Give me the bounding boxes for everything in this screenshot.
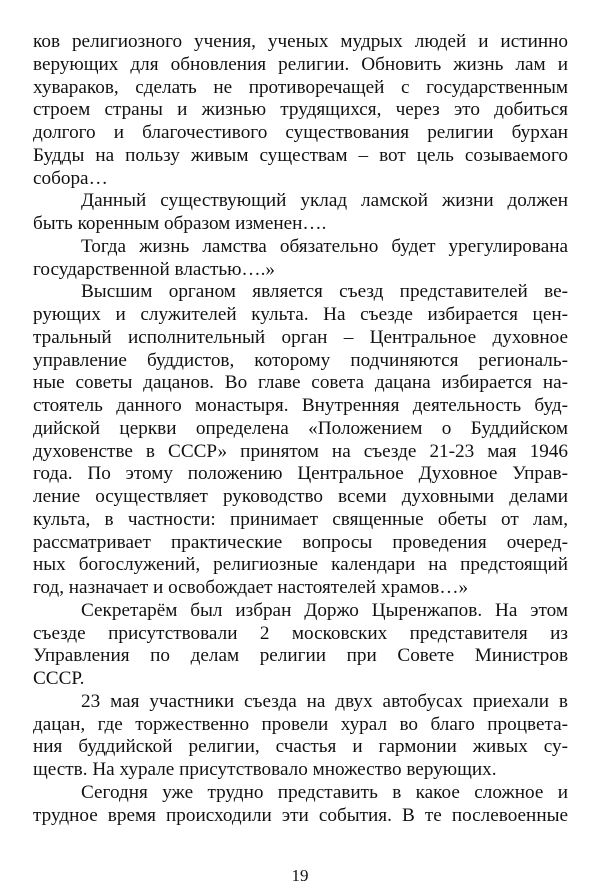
text-line: духовенстве в СССР» принятом на съезде 21-23 мая 1946 xyxy=(33,440,568,462)
text-line: Тогда жизнь ламства обязательно будет урегулирована xyxy=(81,235,568,257)
text-line: год, назначает и освобождает настоятелей храмов…» xyxy=(33,577,469,598)
paragraph-4 xyxy=(33,281,568,600)
text-line: ния буддийской религии, счастья и гармонии живых су- xyxy=(33,736,568,758)
paragraph-2 xyxy=(33,190,568,236)
text-line: Будды на пользу живым существам – вот цель созываемого xyxy=(33,144,568,166)
text-line: съезде присутствовали 2 московских представителя из xyxy=(33,622,568,644)
text-line: собора… xyxy=(33,167,108,189)
text-line: строем страны и жизнью трудящихся, через это добиться xyxy=(33,99,568,121)
text-line: тральный исполнительный орган – Центральное духовное xyxy=(33,326,568,348)
text-line: ков религиозного учения, ученых мудрых людей и истинно xyxy=(33,31,568,52)
text-line: СССР. xyxy=(33,668,85,689)
text-line: Управления по делам религии при Совете Министров xyxy=(33,645,568,667)
text-line: Сегодня уже трудно представить в какое сложное и xyxy=(81,781,568,803)
text-line: быть коренным образом изменен…. xyxy=(33,213,327,234)
text-line: года. По этому положению Центральное Духовное Управ- xyxy=(33,463,568,485)
paragraph-7 xyxy=(33,782,568,828)
text-line: ные советы дацанов. Во главе совета дацана избирается на- xyxy=(33,372,568,394)
text-line: ных богослужений, религиозные календари на предстоящий xyxy=(33,554,568,576)
text-line: долгого и благочестивого существования религии бурхан xyxy=(33,122,568,143)
text-line: Высшим органом является съезд представителей ве- xyxy=(81,281,568,303)
paragraph-3 xyxy=(33,236,568,282)
text-line: ществ. На хурале присутствовало множество верующих. xyxy=(33,759,497,780)
text-line: верующих для обновления религии. Обновить жизнь лам и xyxy=(33,53,568,75)
text-line: государственной властью….» xyxy=(33,258,276,280)
text-line: дацан, где торжественно провели хурал во благо процвета- xyxy=(33,713,568,735)
text-line: культа, в частности: принимает священные обеты от лам, xyxy=(33,508,568,530)
text-line: 23 мая участники съезда на двух автобусах приехали в xyxy=(81,690,568,712)
text-line: рующих и служителей культа. На съезде избирается цен- xyxy=(33,304,568,325)
paragraph-6 xyxy=(33,691,568,782)
page-number: 19 xyxy=(291,866,309,885)
text-line: стоятель данного монастыря. Внутренняя деятельность буд- xyxy=(33,395,568,416)
text-line: Данный существующий уклад ламской жизни должен xyxy=(81,190,568,212)
paragraph-1 xyxy=(33,31,568,190)
text-line: ление осуществляет руководство всеми духовными делами xyxy=(33,486,568,507)
text-line: трудное время происходили эти события. В те послевоенные xyxy=(33,804,568,826)
body-text xyxy=(33,31,568,827)
text-line: рассматривает практические вопросы проведения очеред- xyxy=(33,531,568,553)
text-line: хувараков, сделать не противоречащей с государственным xyxy=(33,76,568,98)
text-line: управление буддистов, которому подчиняются региональ- xyxy=(33,349,568,371)
text-line: Секретарём был избран Доржо Цыренжапов. На этом xyxy=(81,599,568,621)
text-line: дийской церкви определена «Положением о Буддийском xyxy=(33,417,568,439)
paragraph-5 xyxy=(33,600,568,691)
